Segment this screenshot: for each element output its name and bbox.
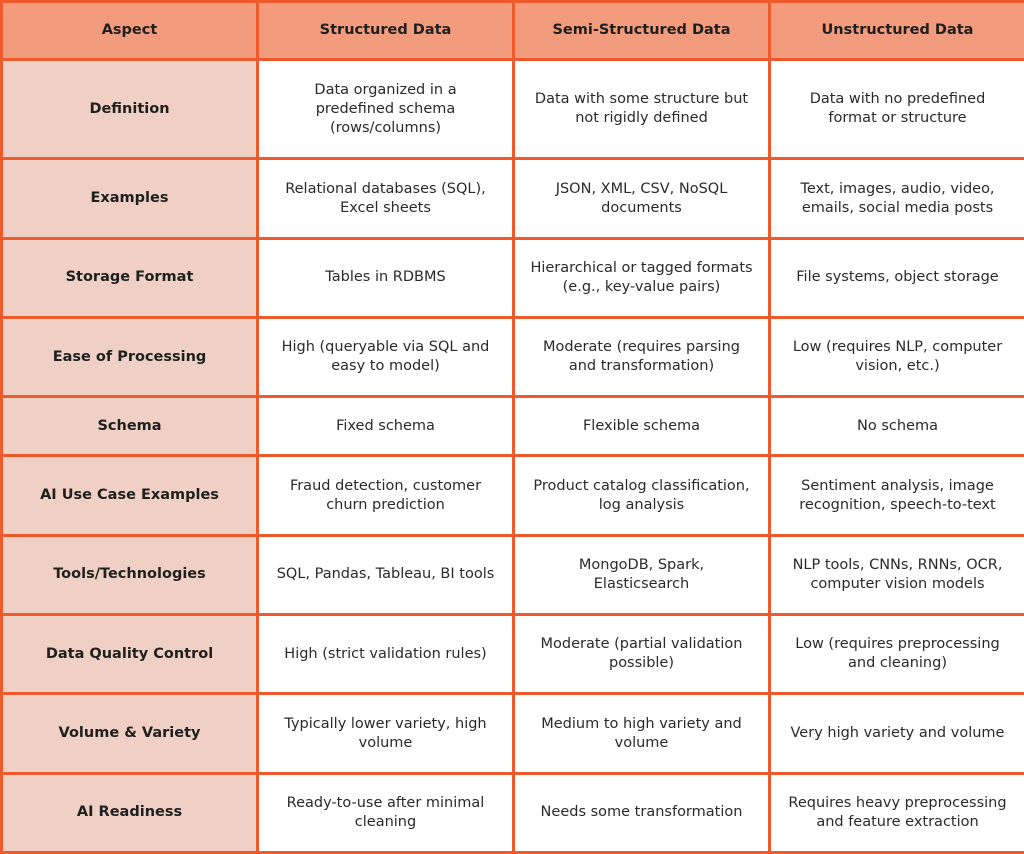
header-aspect: Aspect	[2, 2, 258, 60]
row-aspect: AI Readiness	[2, 773, 258, 852]
cell-unstructured: NLP tools, CNNs, RNNs, OCR, computer vision models	[770, 535, 1024, 614]
table-row	[2, 159, 1024, 238]
table-row	[2, 694, 1024, 773]
table-header	[2, 2, 1024, 60]
row-aspect: Schema	[2, 397, 258, 456]
table-body	[2, 60, 1024, 853]
cell-structured: Typically lower variety, high volume	[258, 694, 514, 773]
cell-semi-structured: Needs some transformation	[514, 773, 770, 852]
table-row	[2, 60, 1024, 159]
cell-structured: High (strict validation rules)	[258, 615, 514, 694]
cell-structured: Relational databases (SQL), Excel sheets	[258, 159, 514, 238]
cell-structured: Ready-to-use after minimal cleaning	[258, 773, 514, 852]
table-row	[2, 238, 1024, 317]
table-row	[2, 615, 1024, 694]
cell-semi-structured: Medium to high variety and volume	[514, 694, 770, 773]
cell-structured: High (queryable via SQL and easy to model)	[258, 317, 514, 396]
header-unstructured-data: Unstructured Data	[770, 2, 1024, 60]
cell-unstructured: Low (requires NLP, computer vision, etc.)	[770, 317, 1024, 396]
row-aspect: Ease of Processing	[2, 317, 258, 396]
row-aspect: Volume & Variety	[2, 694, 258, 773]
table-row	[2, 535, 1024, 614]
cell-semi-structured: JSON, XML, CSV, NoSQL documents	[514, 159, 770, 238]
row-aspect: AI Use Case Examples	[2, 456, 258, 535]
cell-semi-structured: Product catalog classification, log analysis	[514, 456, 770, 535]
cell-semi-structured: MongoDB, Spark, Elasticsearch	[514, 535, 770, 614]
table-row	[2, 317, 1024, 396]
header-semi-structured-data: Semi-Structured Data	[514, 2, 770, 60]
cell-unstructured: Sentiment analysis, image recognition, speech-to-text	[770, 456, 1024, 535]
cell-structured: Fraud detection, customer churn prediction	[258, 456, 514, 535]
table-row	[2, 456, 1024, 535]
cell-structured: Fixed schema	[258, 397, 514, 456]
table-row	[2, 397, 1024, 456]
cell-semi-structured: Hierarchical or tagged formats (e.g., key-value pairs)	[514, 238, 770, 317]
cell-unstructured: Requires heavy preprocessing and feature extraction	[770, 773, 1024, 852]
header-row	[2, 2, 1024, 60]
cell-unstructured: No schema	[770, 397, 1024, 456]
cell-unstructured: Low (requires preprocessing and cleaning)	[770, 615, 1024, 694]
cell-semi-structured: Data with some structure but not rigidly defined	[514, 60, 770, 159]
header-structured-data: Structured Data	[258, 2, 514, 60]
table-row	[2, 773, 1024, 852]
row-aspect: Storage Format	[2, 238, 258, 317]
row-aspect: Definition	[2, 60, 258, 159]
cell-unstructured: Text, images, audio, video, emails, social media posts	[770, 159, 1024, 238]
cell-semi-structured: Flexible schema	[514, 397, 770, 456]
cell-structured: Tables in RDBMS	[258, 238, 514, 317]
cell-unstructured: Very high variety and volume	[770, 694, 1024, 773]
cell-unstructured: File systems, object storage	[770, 238, 1024, 317]
cell-semi-structured: Moderate (requires parsing and transformation)	[514, 317, 770, 396]
cell-unstructured: Data with no predefined format or structure	[770, 60, 1024, 159]
cell-structured: Data organized in a predefined schema (rows/columns)	[258, 60, 514, 159]
cell-semi-structured: Moderate (partial validation possible)	[514, 615, 770, 694]
row-aspect: Data Quality Control	[2, 615, 258, 694]
row-aspect: Examples	[2, 159, 258, 238]
cell-structured: SQL, Pandas, Tableau, BI tools	[258, 535, 514, 614]
row-aspect: Tools/Technologies	[2, 535, 258, 614]
